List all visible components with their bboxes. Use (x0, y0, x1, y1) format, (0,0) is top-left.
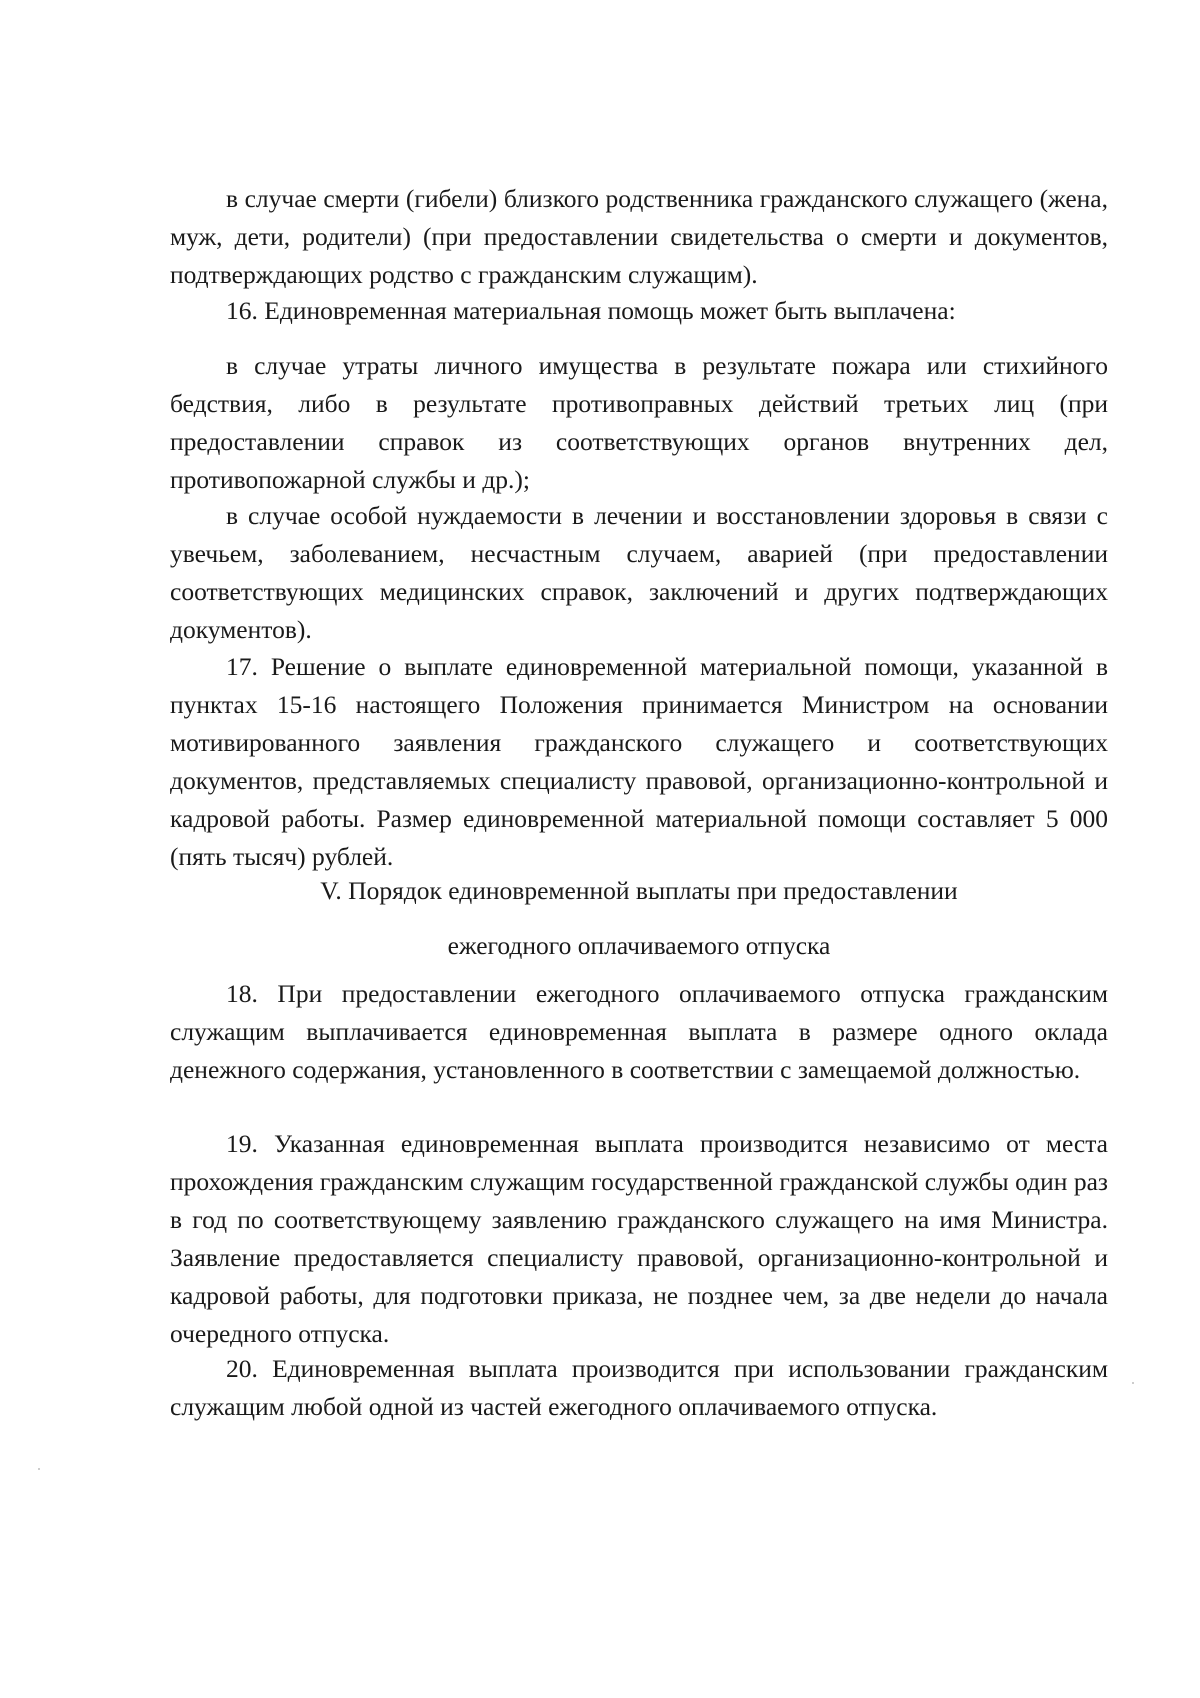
scan-artifact (1132, 1382, 1134, 1384)
paragraph-17-decision: 17. Решение о выплате единовременной материальной помощи, указанной в пунктах 15-16 настоящего Положения принимается Министром на основании мотивированного заявления гражданского служащего и соответствующих документов, представляемых специалисту правовой, организационно-контрольной и кадровой работы. Размер единовременной материальной помощи составляет 5 000 (пять тысяч) рублей. (170, 652, 1108, 871)
paragraph-medical-need: в случае особой нуждаемости в лечении и восстановлении здоровья в связи с увечьем, заболеванием, несчастным случаем, аварией (при предоставлении соответствующих медицинских справок, заключений и других подтверждающих документов). (170, 501, 1108, 644)
paragraph-19-procedure: 19. Указанная единовременная выплата производится независимо от места прохождения гражданским служащим государственной гражданской службы один раз в год по соответствующему заявлению гражданского служащего на имя Министра. Заявление предоставляется специалисту правовой, организационно-контрольной и кадровой работы, для подготовки приказа, не позднее чем, за две недели до начала очередного отпуска. (170, 1129, 1108, 1348)
paragraph-18-payment: 18. При предоставлении ежегодного оплачиваемого отпуска гражданским служащим выплачивается единовременная выплата в размере одного оклада денежного содержания, установленного в соответствии с замещаемой должностью. (170, 979, 1108, 1084)
paragraph-20-usage: 20. Единовременная выплата производится при использовании гражданским служащим любой одной из частей ежегодного оплачиваемого отпуска. (170, 1354, 1108, 1421)
paragraph-16-intro: 16. Единовременная материальная помощь может быть выплачена: (226, 296, 956, 325)
section-heading-line-2: ежегодного оплачиваемого отпуска (447, 931, 831, 960)
scan-artifact (38, 1468, 40, 1470)
paragraph-property-loss: в случае утраты личного имущества в результате пожара или стихийного бедствия, либо в результате противоправных действий третьих лиц (при предоставлении справок из соответствующих органов внутренних дел, противопожарной службы и др.); (170, 351, 1108, 494)
section-heading-line-1: V. Порядок единовременной выплаты при предоставлении (320, 876, 958, 905)
paragraph-death-of-relative: в случае смерти (гибели) близкого родственника гражданского служащего (жена, муж, дети, родители) (при предоставлении свидетельства о смерти и документов, подтверждающих родство с гражданским служащим). (170, 184, 1108, 289)
